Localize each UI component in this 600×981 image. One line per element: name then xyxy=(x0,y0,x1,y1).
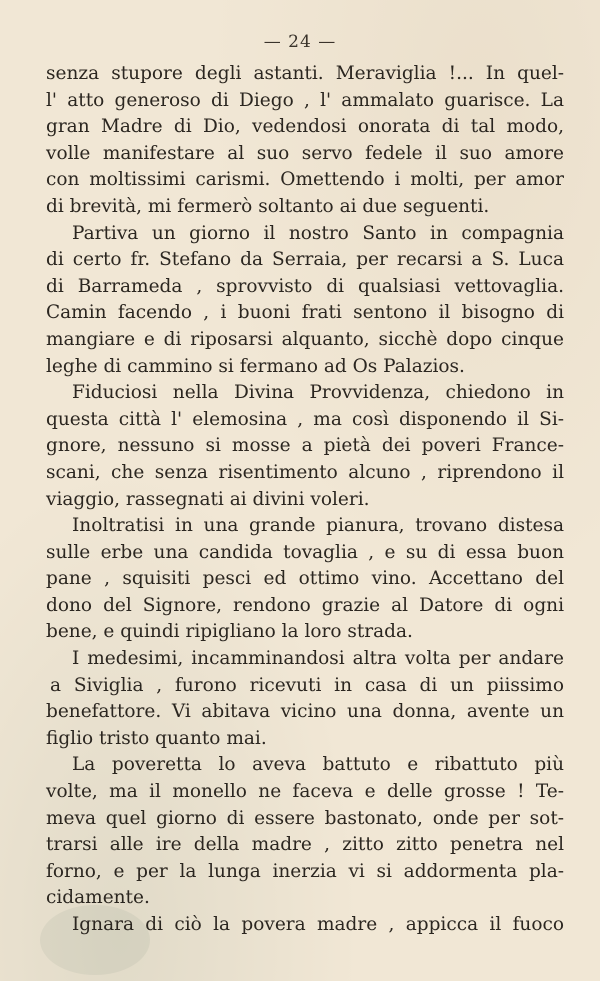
text-line: di certo fr. Stefano da Serraia, per recarsi a S. Luca xyxy=(46,249,564,271)
text-line: La poveretta lo aveva battuto e ribattuto più xyxy=(72,754,564,776)
text-line: gnore, nessuno si mosse a pietà dei poveri France- xyxy=(46,435,564,457)
text-line: volle manifestare al suo servo fedele il suo amore xyxy=(46,142,564,164)
text-line: meva quel giorno di essere bastonato, onde per sot- xyxy=(46,807,564,829)
text-line: Partiva un giorno il nostro Santo in compagnia xyxy=(72,222,564,244)
text-line: viaggio, rassegnati ai divini voleri. xyxy=(46,488,370,510)
text-line: Inoltratisi in una grande pianura, trovano distesa xyxy=(72,515,564,537)
text-line: cidamente. xyxy=(46,887,150,909)
text-line: di Barrameda , sprovvisto di qualsiasi vettovaglia. xyxy=(46,275,564,297)
text-line: Fiduciosi nella Divina Provvidenza, chiedono in xyxy=(72,382,564,404)
text-line: senza stupore degli astanti. Meraviglia !... In quel- xyxy=(46,63,564,84)
text-line: mangiare e di riposarsi alquanto, sicchè dopo cinque xyxy=(46,328,564,350)
text-line: a Siviglia , furono ricevuti in casa di un piissimo xyxy=(50,674,564,696)
text-line: I medesimi, incamminandosi altra volta per andare xyxy=(72,648,564,670)
text-line: benefattore. Vi abitava vicino una donna, avente un xyxy=(46,701,564,723)
text-line: volte, ma il monello ne faceva e delle grosse ! Te- xyxy=(46,781,564,803)
text-line: trarsi alle ire della madre , zitto zitto penetra nel xyxy=(46,834,564,856)
text-line: scani, che senza risentimento alcuno , riprendono il xyxy=(46,461,564,483)
text-line: dono del Signore, rendono grazie al Datore di ogni xyxy=(46,594,564,616)
text-line: gran Madre di Dio, vedendosi onorata di tal modo, xyxy=(46,116,564,138)
text-line: Ignara di ciò la povera madre , appicca il fuoco xyxy=(72,914,564,935)
text-line: forno, e per la lunga inerzia vi si addormenta pla- xyxy=(46,860,564,882)
page-number: — 24 — xyxy=(263,32,337,52)
text-line: questa città l' elemosina , ma così disponendo il Si- xyxy=(46,408,564,430)
text-line: leghe di cammino si fermano ad Os Palazios. xyxy=(46,355,465,377)
text-line: bene, e quindi ripigliano la loro strada. xyxy=(46,621,413,643)
text-line: sulle erbe una candida tovaglia , e su di essa buon xyxy=(46,541,564,563)
text-line: l' atto generoso di Diego , l' ammalato guarisce. La xyxy=(46,89,564,111)
text-line: figlio tristo quanto mai. xyxy=(46,727,267,749)
text-line: pane , squisiti pesci ed ottimo vino. Accettano del xyxy=(46,568,564,590)
text-line: con moltissimi carismi. Omettendo i molti, per amor xyxy=(46,169,564,191)
text-line: di brevità, mi fermerò soltanto ai due seguenti. xyxy=(46,195,490,217)
body-text xyxy=(46,61,564,939)
text-line: Camin facendo , i buoni frati sentono il bisogno di xyxy=(46,302,564,324)
